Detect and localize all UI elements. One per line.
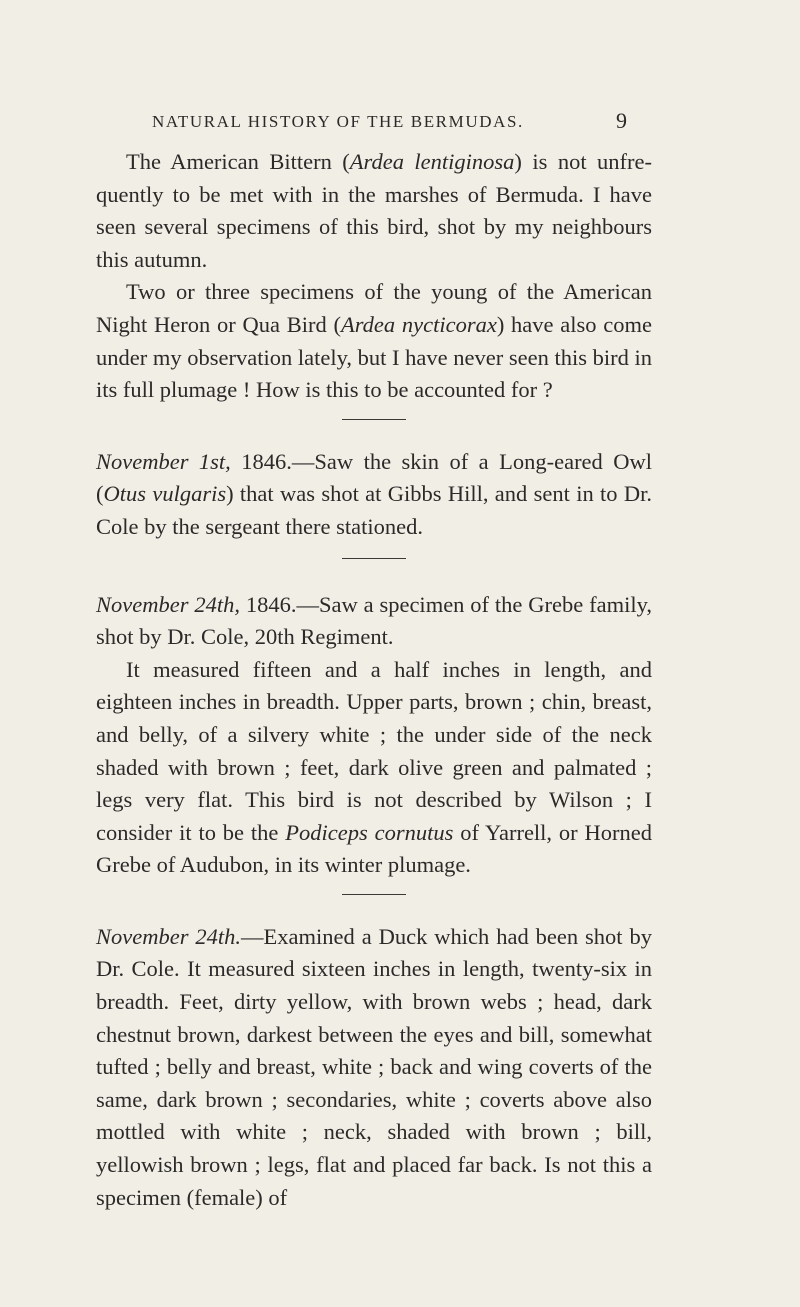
species-name: Ardea lentiginosa — [349, 149, 515, 174]
section-divider — [342, 894, 406, 895]
paragraph-grebe-description: It measured fifteen and a half inches in length, and eighteen inches in breadth. Upper parts, brown ; chin, breast, and belly, of a silvery white ; the under side of the neck shaded with brown ; feet, dark olive green and palmated ; legs very flat. This bird is not described by Wilson ; I consider it to be the Podiceps cornutus of Yarrell, or Horned Grebe of Audubon, in its winter plumage. — [96, 656, 652, 878]
paragraph-night-heron: Two or three specimens of the young of the American Night Heron or Qua Bird (Ardea nycticorax) have also come under my observation lately, but I have never seen this bird in its full plumage ! How is this to be accounted for ? — [96, 279, 652, 403]
entry-november-24th-grebe: November 24th, 1846.—Saw a specimen of the Grebe family, shot by Dr. Cole, 20th Regiment. — [96, 591, 653, 650]
species-name: Podiceps cornutus — [285, 819, 454, 845]
running-title: NATURAL HISTORY OF THE BERMUDAS. — [152, 112, 524, 131]
entry-date: November 24th, — [96, 591, 240, 617]
page-body — [96, 146, 652, 1214]
entry-date: November 1st, — [96, 448, 231, 474]
page-number: 9 — [616, 108, 627, 133]
paragraph-american-bittern: The American Bittern (Ardea lentiginosa) is not unfrequently to be met with in the marshes of Bermuda. I have seen several specimens of this bird, shot by my neighbours this autumn. — [96, 149, 652, 272]
entry-date: November 24th. — [96, 923, 242, 949]
species-name: Otus vulgaris — [103, 481, 227, 507]
running-head — [0, 108, 800, 136]
entry-november-24th-duck: November 24th.—Examined a Duck which had been shot by Dr. Cole. It measured sixteen inches in length, twenty-six in breadth. Feet, dirty yellow, with brown webs ; head, dark chestnut brown, darkest between the eyes and bill, somewhat tufted ; belly and breast, white ; back and wing coverts of the same, dark brown ; secondaries, white ; coverts above also mottled with white ; neck, shaded with brown ; bill, yellowish brown ; legs, flat and placed far back. Is not this a specimen (female) of — [96, 923, 652, 1210]
section-divider — [342, 419, 406, 420]
species-name: Ardea nycticorax — [340, 311, 497, 337]
section-divider — [342, 558, 406, 559]
entry-november-1st: November 1st, 1846.—Saw the skin of a Long-eared Owl (Otus vulgaris) that was shot at Gibbs Hill, and sent in to Dr. Cole by the sergeant there stationed. — [96, 448, 652, 539]
